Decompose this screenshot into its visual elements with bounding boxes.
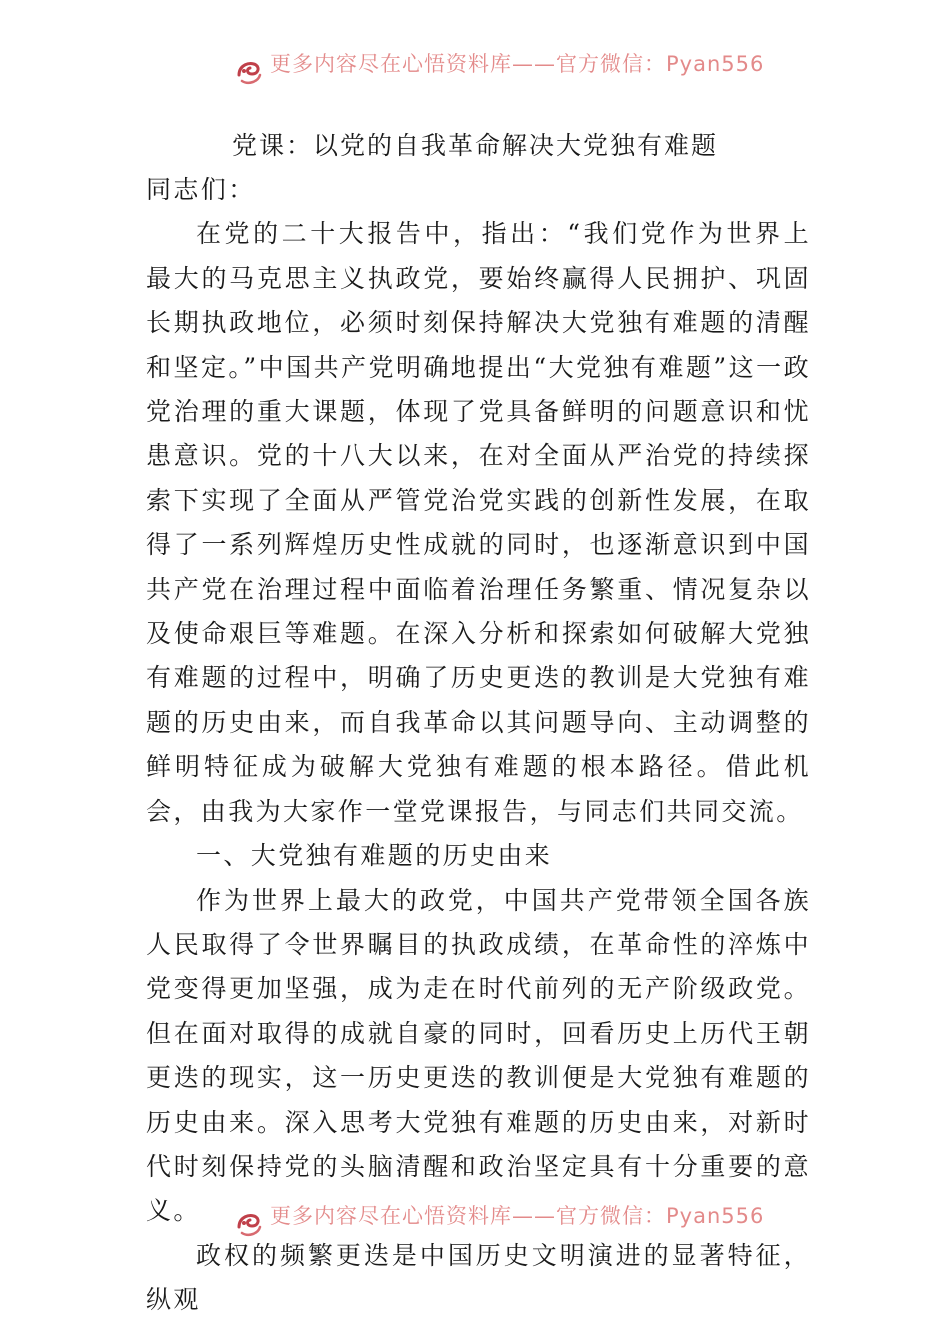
greeting: 同志们： [146, 175, 256, 204]
section-paragraph: 作为世界上最大的政党，中国共产党带领全国各族人民取得了令世界瞩目的执政成绩，在革命性的淬炼中党变得更加坚强，成为走在时代前列的无产阶级政党。但在面对取得的成就自豪的同时，回看历史上历代王朝更迭的现实，这一历史更迭的教训便是大党独有难题的历史由来。深入思考大党独有难题的历史由来，对新时代时刻保持党的头脑清醒和政治坚定具有十分重要的意义。 [146, 885, 811, 1226]
swirl-logo-icon [234, 57, 264, 87]
section-paragraph: 政权的频繁更迭是中国历史文明演进的显著特征，纵观 [146, 1240, 811, 1315]
watermark-text: 更多内容尽在心悟资料库——官方微信：Pyan556 [270, 52, 765, 76]
swirl-logo-icon [234, 1209, 264, 1239]
intro-paragraph: 在党的二十大报告中，指出：“我们党作为世界上最大的马克思主义执政党，要始终赢得人民拥护、巩固长期执政地位，必须时刻保持解决大党独有难题的清醒和坚定。”中国共产党明确地提出“大党独有难题”这一政党治理的重大课题，体现了党具备鲜明的问题意识和忧患意识。党的十八大以来，在对全面从严治党的持续探索下实现了全面从严管党治党实践的创新性发展，在取得了一系列辉煌历史性成就的同时，也逐渐意识到中国共产党在治理过程中面临着治理任务繁重、情况复杂以及使命艰巨等难题。在深入分析和探索如何破解大党独有难题的过程中，明确了历史更迭的教训是大党独有难题的历史由来，而自我革命以其问题导向、主动调整的鲜明特征成为破解大党独有难题的根本路径。借此机会，由我为大家作一堂党课报告，与同志们共同交流。 [146, 219, 811, 826]
watermark-text: 更多内容尽在心悟资料库——官方微信：Pyan556 [270, 1204, 765, 1228]
document-title: 党课：以党的自我革命解决大党独有难题 [231, 131, 718, 160]
watermark-banner-bottom [0, 1204, 950, 1244]
watermark-banner-top [0, 52, 950, 92]
section-heading: 一、大党独有难题的历史由来 [196, 841, 553, 871]
document-body [146, 168, 811, 1323]
